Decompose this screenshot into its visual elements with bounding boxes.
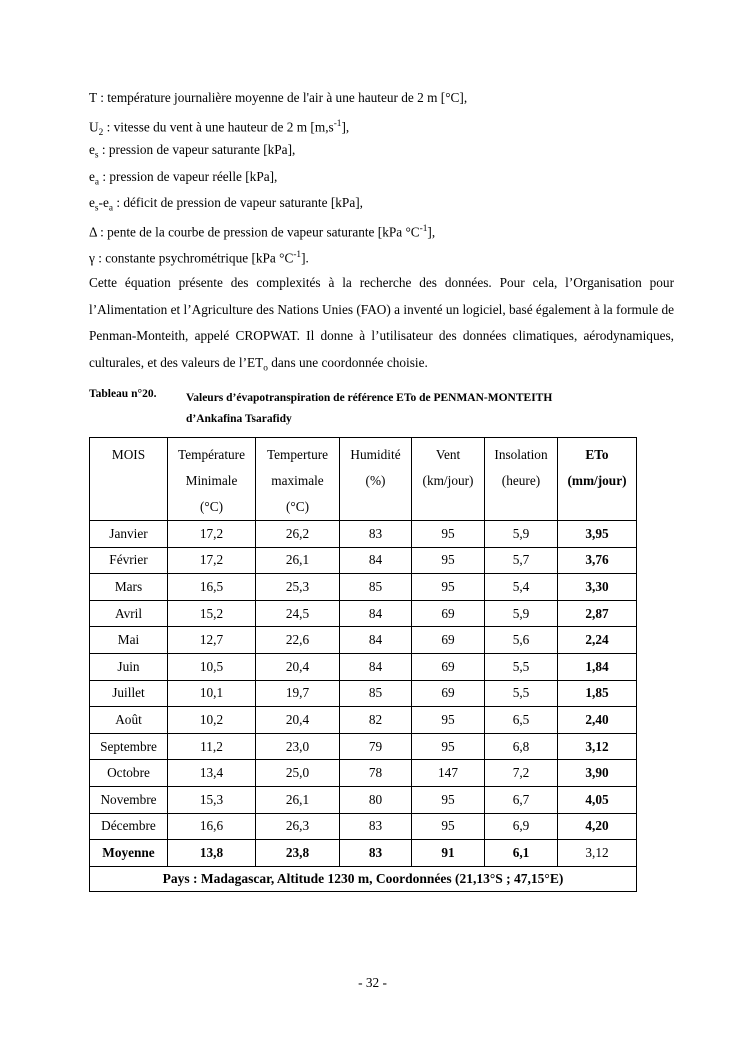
- table-cell: 95: [412, 813, 485, 840]
- table-cell: 6,8: [485, 733, 558, 760]
- table-cell: 6,5: [485, 707, 558, 734]
- table-cell: 69: [412, 600, 485, 627]
- table-cell: 6,7: [485, 786, 558, 813]
- table-caption-title: Valeurs d’évapotranspiration de référence ETo de PENMAN-MONTEITH d’Ankafina Tsarafidy: [186, 392, 553, 425]
- table-cell: 20,4: [256, 707, 340, 734]
- table-cell: 3,76: [558, 547, 637, 574]
- table-cell: 82: [340, 707, 412, 734]
- table-cell: 7,2: [485, 760, 558, 787]
- table-caption-label: Tableau n°20.: [89, 388, 157, 400]
- table-cell: 95: [412, 547, 485, 574]
- table-cell: 5,9: [485, 600, 558, 627]
- definition-deficit: $e_s-e_a$ : déficit de pression de vapeur saturante [kPa],: [89, 194, 363, 214]
- table-cell: Février: [90, 547, 168, 574]
- table-cell: 95: [412, 786, 485, 813]
- table-cell: 20,4: [256, 653, 340, 680]
- table-cell: 25,3: [256, 574, 340, 601]
- table-cell: 3,30: [558, 574, 637, 601]
- table-cell: 19,7: [256, 680, 340, 707]
- definition-t: T : température journalière moyenne de l'air à une hauteur de 2 m [°C],: [89, 90, 468, 105]
- table-cell: Décembre: [90, 813, 168, 840]
- table-cell: 26,1: [256, 547, 340, 574]
- table-cell: 23,0: [256, 733, 340, 760]
- table-cell: 1,85: [558, 680, 637, 707]
- table-cell: 1,84: [558, 653, 637, 680]
- table-cell: Juillet: [90, 680, 168, 707]
- table-cell: 69: [412, 653, 485, 680]
- table-cell: 26,1: [256, 786, 340, 813]
- table-cell: 25,0: [256, 760, 340, 787]
- table-cell: 3,95: [558, 521, 637, 548]
- table-cell: 15,3: [168, 786, 256, 813]
- table-cell: 5,5: [485, 653, 558, 680]
- table-cell: 78: [340, 760, 412, 787]
- table-cell: 12,7: [168, 627, 256, 654]
- table-cell: 85: [340, 680, 412, 707]
- table-cell: 79: [340, 733, 412, 760]
- table-cell: 5,6: [485, 627, 558, 654]
- table-cell: 6,9: [485, 813, 558, 840]
- table-row: [90, 627, 637, 654]
- column-header: Humidité (%): [340, 438, 412, 521]
- location-footer: Pays : Madagascar, Altitude 1230 m, Coordonnées (21,13°S ; 47,15°E): [90, 866, 637, 891]
- table-cell: 4,20: [558, 813, 637, 840]
- table-cell: Janvier: [90, 521, 168, 548]
- table-cell: 85: [340, 574, 412, 601]
- table-cell: 84: [340, 653, 412, 680]
- table-cell: 95: [412, 707, 485, 734]
- column-header: Insolation (heure): [485, 438, 558, 521]
- table-cell: 5,7: [485, 547, 558, 574]
- table-row: [90, 600, 637, 627]
- table-cell: 83: [340, 521, 412, 548]
- definition-u2: $U_2$ : vitesse du vent à une hauteur de 2 m $[m,s^{-1}]$,: [89, 119, 350, 139]
- table-row: [90, 733, 637, 760]
- average-cell: 91: [412, 840, 485, 867]
- table-row: [90, 547, 637, 574]
- column-header: ETo (mm/jour): [558, 438, 637, 521]
- table-cell: 69: [412, 680, 485, 707]
- table-cell: Octobre: [90, 760, 168, 787]
- table-cell: 5,4: [485, 574, 558, 601]
- variable-definitions: [89, 88, 674, 271]
- table-cell: 24,5: [256, 600, 340, 627]
- table-cell: 95: [412, 574, 485, 601]
- table-cell: 84: [340, 627, 412, 654]
- table-cell: 95: [412, 733, 485, 760]
- average-cell: 6,1: [485, 840, 558, 867]
- definition-delta: Δ : pente de la courbe de pression de vapeur saturante [kPa $^\circ C^{-1}$],: [89, 223, 436, 240]
- table-row: [90, 521, 637, 548]
- definition-gamma: γ : constante psychrométrique [kPa $^\circ C^{-1}$].: [89, 250, 309, 266]
- page-number: - 32 -: [358, 975, 387, 990]
- table-cell: 80: [340, 786, 412, 813]
- table-cell: 10,1: [168, 680, 256, 707]
- table-cell: 69: [412, 627, 485, 654]
- table-row: [90, 574, 637, 601]
- definition-ea: $e_a$ : pression de vapeur réelle [kPa],: [89, 168, 278, 188]
- table-cell: 16,5: [168, 574, 256, 601]
- average-cell: 13,8: [168, 840, 256, 867]
- table-row: [90, 707, 637, 734]
- table-cell: 2,24: [558, 627, 637, 654]
- table-cell: 4,05: [558, 786, 637, 813]
- table-cell: 5,5: [485, 680, 558, 707]
- table-cell: 84: [340, 600, 412, 627]
- table-cell: 3,90: [558, 760, 637, 787]
- average-cell: Moyenne: [90, 840, 168, 867]
- table-row: [90, 760, 637, 787]
- table-cell: Mars: [90, 574, 168, 601]
- average-cell: 23,8: [256, 840, 340, 867]
- table-cell: 17,2: [168, 521, 256, 548]
- table-cell: 22,6: [256, 627, 340, 654]
- table-cell: 2,40: [558, 707, 637, 734]
- table-row: [90, 680, 637, 707]
- table-cell: 2,87: [558, 600, 637, 627]
- table-footer-row: [90, 866, 637, 891]
- table-cell: 15,2: [168, 600, 256, 627]
- table-cell: 26,2: [256, 521, 340, 548]
- table-cell: Juin: [90, 653, 168, 680]
- definition-es: $e_s$ : pression de vapeur saturante [kPa],: [89, 142, 296, 162]
- column-header: Température Minimale (°C): [168, 438, 256, 521]
- table-cell: 13,4: [168, 760, 256, 787]
- table-cell: Avril: [90, 600, 168, 627]
- body-paragraph: Cette équation présente des complexités à la recherche des données. Pour cela, l’Organisation pour l’Alimentation et l’Agriculture des Nations Unies (FAO) a inventé un logiciel, basé également à la formule de Penman-Monteith, appelé CROPWAT. Il donne à l’utilisateur des données climatiques, aérodynamiques, culturales, et des valeurs de $l’ET_o$ dans une coordonnée choisie.: [89, 275, 675, 374]
- table-cell: Novembre: [90, 786, 168, 813]
- table-cell: 83: [340, 813, 412, 840]
- table-cell: Mai: [90, 627, 168, 654]
- table-cell: 5,9: [485, 521, 558, 548]
- column-header: Temperture maximale (°C): [256, 438, 340, 521]
- table-cell: 26,3: [256, 813, 340, 840]
- table-cell: 10,2: [168, 707, 256, 734]
- table-row: [90, 653, 637, 680]
- table-row: [90, 813, 637, 840]
- average-cell: 83: [340, 840, 412, 867]
- table-cell: 84: [340, 547, 412, 574]
- average-row: [90, 840, 637, 867]
- table-row: [90, 786, 637, 813]
- eto-table: [89, 437, 637, 892]
- table-cell: 17,2: [168, 547, 256, 574]
- table-cell: 16,6: [168, 813, 256, 840]
- table-cell: Août: [90, 707, 168, 734]
- table-cell: 95: [412, 521, 485, 548]
- table-cell: 147: [412, 760, 485, 787]
- average-cell: 3,12: [558, 840, 637, 867]
- column-header: MOIS: [90, 438, 168, 521]
- column-header: Vent (km/jour): [412, 438, 485, 521]
- table-cell: 10,5: [168, 653, 256, 680]
- table-cell: 11,2: [168, 733, 256, 760]
- table-header-row: [90, 438, 637, 521]
- table-cell: Septembre: [90, 733, 168, 760]
- table-cell: 3,12: [558, 733, 637, 760]
